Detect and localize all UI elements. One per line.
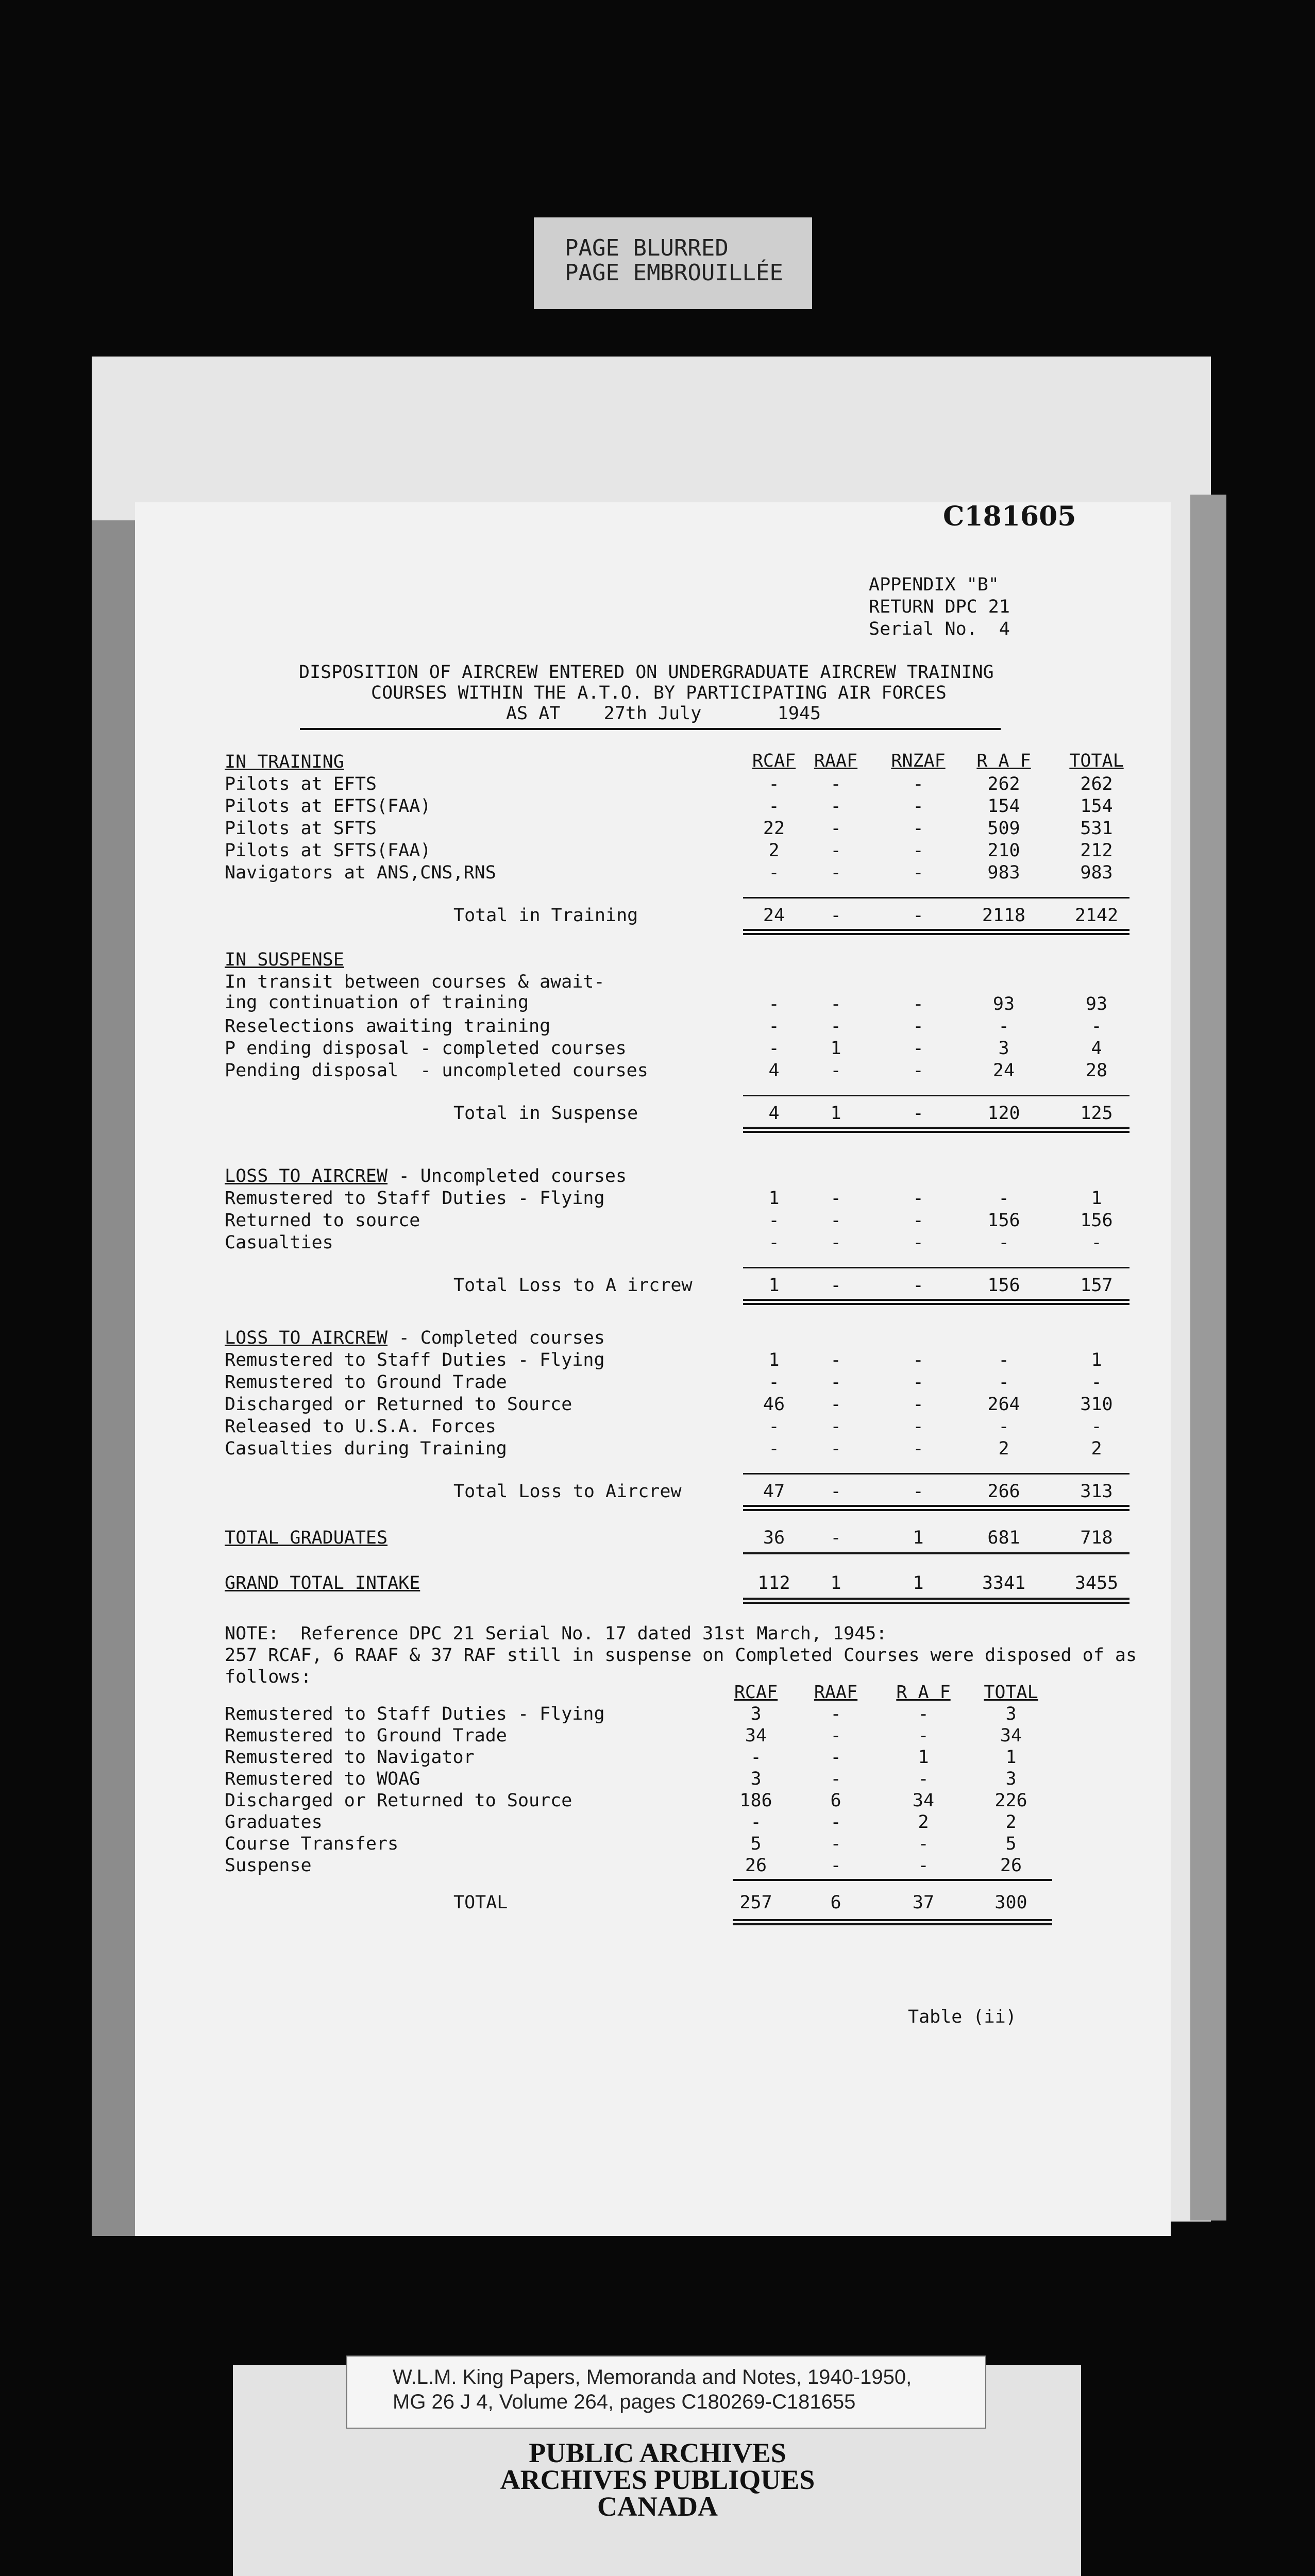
cell-value: - [1091,1016,1102,1037]
note-cell-value: 34 [745,1725,767,1746]
cell-value: - [913,796,924,817]
grand-rule-1 [743,1598,1129,1600]
cell-value: - [768,994,780,1014]
total-graduates-label: TOTAL GRADUATES [225,1528,388,1548]
total-value: - [830,905,841,926]
cell-value: - [998,1188,1009,1209]
grand-total-value: 1 [913,1573,924,1594]
row-label: Casualties during Training [225,1438,507,1459]
cell-value: 531 [1080,818,1113,839]
cell-value: - [1091,1232,1102,1253]
total-label: Total Loss to Aircrew [453,1481,682,1502]
note-cell-value: 6 [830,1790,841,1811]
archives-label [0,2439,1315,2520]
graduates-value: 36 [763,1528,785,1548]
graduates-value: 681 [987,1528,1020,1548]
note-cell-value: 186 [739,1790,772,1811]
cell-value: - [913,1188,924,1209]
cell-value: - [830,796,841,817]
cell-value: - [830,1350,841,1370]
total-value: 24 [763,905,785,926]
total-value: 120 [987,1103,1020,1124]
cell-value: - [768,1416,780,1437]
cell-value: - [913,774,924,794]
grand-total-value: 112 [757,1573,790,1594]
row-label: Pilots at EFTS [225,774,377,794]
cell-value: - [913,1438,924,1459]
cell-value: - [830,1394,841,1415]
row-label: Remustered to Ground Trade [225,1372,507,1393]
cell-value: - [830,1372,841,1393]
cell-value: 1 [830,1038,841,1059]
column-header: RCAF [752,751,796,771]
total-value: 2142 [1074,905,1119,926]
cell-value: 3 [998,1038,1009,1059]
total-value: - [913,905,924,926]
cell-value: - [830,1438,841,1459]
cell-value: - [913,1038,924,1059]
cell-value: 4 [1091,1038,1102,1059]
cell-value: - [913,1060,924,1081]
total-rule-1 [743,929,1129,931]
total-label: Total in Training [453,905,638,926]
cell-value: 262 [987,774,1020,794]
stamp-line-2: PAGE EMBROUILLÉE [565,260,783,286]
note-cell-value: - [830,1704,841,1724]
cell-value: 264 [987,1394,1020,1415]
cell-value: 2 [1091,1438,1102,1459]
title-line-3: AS AT 27th July 1945 [506,703,821,724]
note-cell-value: - [830,1725,841,1746]
row-label: Discharged or Returned to Source [225,1394,572,1415]
cell-value: - [768,774,780,794]
cell-value: - [768,862,780,883]
note-total-rule-1 [733,1919,1052,1921]
note-cell-value: 1 [918,1747,929,1768]
graduates-rule [743,1552,1129,1554]
cell-value: - [830,994,841,1014]
cell-value: 28 [1085,1060,1108,1081]
cell-value: - [768,1016,780,1037]
cell-value: - [830,1416,841,1437]
archives-line-2: ARCHIVES PUBLIQUES [500,2464,815,2495]
title-line-2: COURSES WITHIN THE A.T.O. BY PARTICIPATING AIR FORCES [371,683,947,703]
total-value: 1 [768,1275,780,1296]
cell-value: - [768,1372,780,1393]
note-column-header: R A F [896,1682,951,1703]
cell-value: - [913,1232,924,1253]
note-cell-value: 5 [1005,1834,1017,1854]
cell-value: 983 [1080,862,1113,883]
note-column-header: TOTAL [984,1682,1038,1703]
note-column-header: RAAF [814,1682,858,1703]
note-cell-value: - [918,1704,929,1724]
total-rule-1 [743,1505,1129,1507]
section-heading: LOSS TO AIRCREW [225,1328,388,1348]
stamp-line-1: PAGE BLURRED [565,235,729,261]
grand-total-value: 1 [830,1573,841,1594]
cell-value: - [998,1350,1009,1370]
cell-value: - [768,1038,780,1059]
grand-total-label: GRAND TOTAL INTAKE [225,1573,420,1594]
row-label: Reselections awaiting training [225,1016,551,1037]
note-row-label: Graduates [225,1812,323,1833]
total-rule-1 [743,1299,1129,1301]
cell-value: - [830,774,841,794]
total-value: 313 [1080,1481,1113,1502]
column-header: RAAF [814,751,858,771]
total-value: 2118 [982,905,1026,926]
total-value: - [830,1481,841,1502]
cell-value: - [830,1232,841,1253]
row-label: Pilots at SFTS [225,818,377,839]
column-header: RNZAF [891,751,946,771]
cell-value: 212 [1080,840,1113,861]
cell-value: 2 [998,1438,1009,1459]
note-subtotal-rule [733,1879,1052,1881]
cell-value: - [913,1210,924,1231]
cell-value: 1 [768,1350,780,1370]
total-rule-2 [743,1303,1129,1305]
subtotal-rule [743,1095,1129,1096]
note-cell-value: 3 [1005,1704,1017,1724]
row-label: Pilots at SFTS(FAA) [225,840,431,861]
column-header: R A F [976,751,1031,771]
cell-value: - [913,1416,924,1437]
note-cell-value: 26 [745,1855,767,1876]
cell-value: - [913,1394,924,1415]
cell-value: - [830,818,841,839]
row-label: Casualties [225,1232,333,1253]
note-cell-value: - [918,1834,929,1854]
document-page [135,502,1171,2236]
note-total-label: TOTAL [453,1892,508,1913]
note-cell-value: - [918,1769,929,1789]
cell-value: - [830,1188,841,1209]
cell-value: - [998,1016,1009,1037]
note-row-label: Remustered to WOAG [225,1769,420,1789]
note-row-label: Discharged or Returned to Source [225,1790,572,1811]
total-value: - [830,1275,841,1296]
note-cell-value: - [918,1725,929,1746]
note-cell-value: - [830,1812,841,1833]
appendix-line-2: RETURN DPC 21 [869,597,1010,617]
total-label: Total in Suspense [453,1103,638,1124]
note-column-header: RCAF [734,1682,778,1703]
note-line: follows: [225,1667,312,1687]
serial-number: C181605 [943,501,1076,532]
note-cell-value: 5 [750,1834,762,1854]
total-value: - [913,1481,924,1502]
total-rule-1 [743,1127,1129,1129]
cell-value: - [1091,1372,1102,1393]
section-heading: LOSS TO AIRCREW [225,1166,388,1187]
total-value: - [913,1103,924,1124]
cell-value: 509 [987,818,1020,839]
note-cell-value: 2 [918,1812,929,1833]
cell-value: 154 [987,796,1020,817]
archives-line-3: CANADA [597,2491,718,2522]
row-label: Released to U.S.A. Forces [225,1416,496,1437]
column-header: TOTAL [1069,751,1124,771]
total-value: - [913,1275,924,1296]
cell-value: - [998,1232,1009,1253]
note-line: 257 RCAF, 6 RAAF & 37 RAF still in suspense on Completed Courses were disposed of as [225,1645,1137,1666]
note-cell-value: - [918,1855,929,1876]
cell-value: 154 [1080,796,1113,817]
note-row-label: Suspense [225,1855,312,1876]
cell-value: - [913,1350,924,1370]
note-row-label: Remustered to Ground Trade [225,1725,507,1746]
row-label: Returned to source [225,1210,420,1231]
total-value: 1 [830,1103,841,1124]
cell-value: 156 [1080,1210,1113,1231]
note-total-rule-2 [733,1923,1052,1925]
cell-value: 1 [1091,1188,1102,1209]
section-heading: IN TRAINING [225,752,344,772]
note-total-value: 257 [739,1892,772,1913]
cell-value: 983 [987,862,1020,883]
note-cell-value: - [750,1747,762,1768]
row-label: Navigators at ANS,CNS,RNS [225,862,496,883]
table-reference: Table (ii) [908,2007,1017,2027]
note-row-label: Remustered to Navigator [225,1747,475,1768]
appendix-line-3: Serial No. 4 [869,619,1010,639]
cell-value: 310 [1080,1394,1113,1415]
note-cell-value: 3 [1005,1769,1017,1789]
section-heading: IN SUSPENSE [225,950,344,970]
grand-rule-2 [743,1602,1129,1604]
note-cell-value: 34 [1000,1725,1022,1746]
title-rule [300,728,1001,730]
grand-total-value: 3455 [1074,1573,1119,1594]
grand-total-value: 3341 [982,1573,1026,1594]
note-line: NOTE: Reference DPC 21 Serial No. 17 dated 31st March, 1945: [225,1623,887,1644]
note-cell-value: - [830,1834,841,1854]
note-row-label: Remustered to Staff Duties - Flying [225,1704,605,1724]
cell-value: 46 [763,1394,785,1415]
graduates-value: 718 [1080,1528,1113,1548]
cell-value: - [768,1438,780,1459]
citation-box [346,2355,986,2429]
cell-value: - [913,840,924,861]
row-label: Remustered to Staff Duties - Flying [225,1350,605,1370]
cell-value: - [1091,1416,1102,1437]
cell-value: 22 [763,818,785,839]
cell-value: 4 [768,1060,780,1081]
note-cell-value: 2 [1005,1812,1017,1833]
cell-value: - [913,994,924,1014]
sheet-edge [92,520,135,2236]
archives-line-1: PUBLIC ARCHIVES [529,2437,786,2468]
cell-value: 93 [1085,994,1108,1014]
note-cell-value: 34 [912,1790,935,1811]
note-cell-value: 1 [1005,1747,1017,1768]
note-cell-value: 3 [750,1704,762,1724]
cell-value: - [768,1210,780,1231]
note-total-value: 6 [830,1892,841,1913]
subtotal-rule [743,897,1129,899]
note-cell-value: - [830,1769,841,1789]
sheet-shadow [1190,495,1226,2221]
cell-value: - [830,1016,841,1037]
citation-line-1: W.L.M. King Papers, Memoranda and Notes, 1940-1950, [393,2366,912,2388]
section-heading-suffix: - Completed courses [387,1328,605,1348]
row-label: Remustered to Staff Duties - Flying [225,1188,605,1209]
row-label: Pending disposal - uncompleted courses [225,1060,648,1081]
total-value: 47 [763,1481,785,1502]
total-value: 4 [768,1103,780,1124]
cell-value: 2 [768,840,780,861]
cell-value: - [830,862,841,883]
citation-line-2: MG 26 J 4, Volume 264, pages C180269-C181655 [393,2391,856,2413]
cell-value: - [913,1372,924,1393]
cell-value: 210 [987,840,1020,861]
appendix-line-1: APPENDIX "B" [869,574,999,595]
note-cell-value: - [830,1747,841,1768]
total-rule-2 [743,933,1129,935]
note-cell-value: 3 [750,1769,762,1789]
cell-value: - [998,1416,1009,1437]
title-line-1: DISPOSITION OF AIRCREW ENTERED ON UNDERGRADUATE AIRCREW TRAINING [299,662,994,683]
note-total-value: 300 [994,1892,1027,1913]
total-value: 156 [987,1275,1020,1296]
cell-value: - [998,1372,1009,1393]
cell-value: - [913,862,924,883]
cell-value: 1 [768,1188,780,1209]
subtotal-rule [743,1473,1129,1475]
page-blurred-stamp [534,217,812,309]
total-value: 125 [1080,1103,1113,1124]
section-heading-suffix: - Uncompleted courses [387,1166,627,1187]
row-label: In transit between courses & await- ing continuation of training [225,972,605,1013]
cell-value: - [830,1210,841,1231]
note-cell-value: - [750,1812,762,1833]
cell-value: - [768,796,780,817]
cell-value: 262 [1080,774,1113,794]
total-rule-2 [743,1131,1129,1133]
graduates-value: - [830,1528,841,1548]
total-value: 266 [987,1481,1020,1502]
note-cell-value: 26 [1000,1855,1022,1876]
cell-value: 93 [992,994,1015,1014]
cell-value: 156 [987,1210,1020,1231]
subtotal-rule [743,1267,1129,1268]
note-cell-value: 226 [994,1790,1027,1811]
cell-value: - [830,840,841,861]
cell-value: - [913,818,924,839]
cell-value: 1 [1091,1350,1102,1370]
note-total-value: 37 [912,1892,935,1913]
note-row-label: Course Transfers [225,1834,399,1854]
row-label: Pilots at EFTS(FAA) [225,796,431,817]
cell-value: 24 [992,1060,1015,1081]
cell-value: - [830,1060,841,1081]
total-value: 157 [1080,1275,1113,1296]
cell-value: - [768,1232,780,1253]
note-cell-value: - [830,1855,841,1876]
cell-value: - [913,1016,924,1037]
total-label: Total Loss to A ircrew [453,1275,693,1296]
row-label: P ending disposal - completed courses [225,1038,627,1059]
graduates-value: 1 [913,1528,924,1548]
total-rule-2 [743,1509,1129,1511]
